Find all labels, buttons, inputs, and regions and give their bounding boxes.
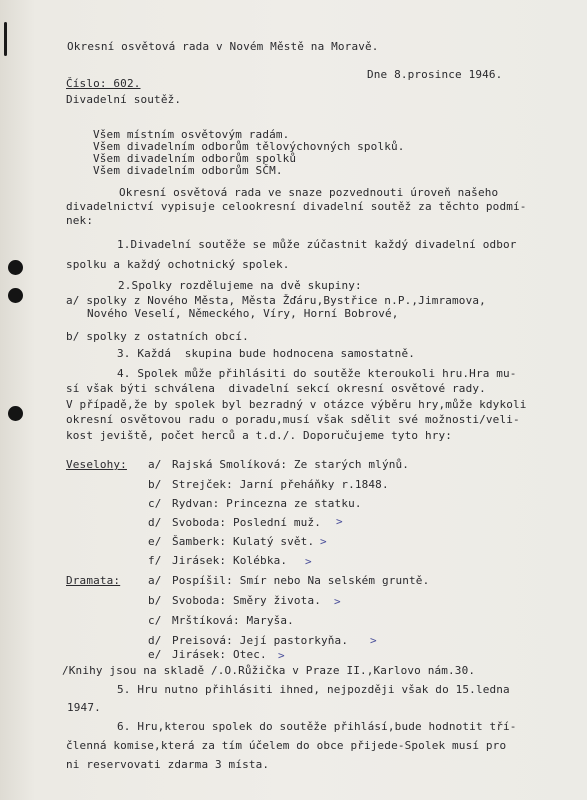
document-date: Dne 8.prosince 1946.: [367, 68, 503, 81]
document-subject: Divadelní soutěž.: [66, 93, 182, 106]
punch-hole-icon: [8, 288, 23, 303]
drama-letter: c/: [148, 614, 162, 627]
point-4-line: okresní osvětovou radu o poradu,musí však sdělit své možnosti/veli-: [66, 413, 520, 426]
drama-title: Jirásek: Otec.: [172, 648, 267, 661]
drama-title: Svoboda: Směry života.: [172, 594, 321, 607]
intro-line: nek:: [66, 214, 94, 227]
dramas-label: Dramata:: [66, 574, 121, 587]
check-mark-icon: >: [370, 634, 377, 647]
drama-title: Preisová: Její pastorkyňa.: [172, 634, 349, 647]
punch-hole-icon: [8, 260, 23, 275]
recipient-line: Všem divadelním odborům tělovýchovných spolků.: [93, 140, 405, 153]
point-3-line: 3. Každá skupina bude hodnocena samostatně.: [117, 347, 415, 360]
comedy-title: Strejček: Jarní přeháňky r.1848.: [172, 478, 389, 491]
intro-line: Okresní osvětová rada ve snaze pozvednouti úroveň našeho: [119, 186, 499, 199]
reference-number: Číslo: 602.: [66, 77, 141, 90]
comedy-letter: d/: [148, 516, 162, 529]
recipient-line: Všem divadelním odborům spolků: [93, 152, 297, 165]
check-mark-icon: >: [278, 649, 285, 662]
check-mark-icon: >: [305, 555, 312, 568]
point-4-line: sí však býti schválena divadelní sekcí okresní osvětové rady.: [66, 382, 486, 395]
recipient-line: Všem divadelním odborům SČM.: [93, 164, 283, 177]
point-2-title: 2.Spolky rozdělujeme na dvě skupiny:: [118, 279, 362, 292]
drama-letter: e/: [148, 648, 162, 661]
comedy-letter: e/: [148, 535, 162, 548]
point-1-line: 1.Divadelní soutěže se může zúčastnit každý divadelní odbor: [117, 238, 517, 251]
point-4-line: kost jeviště, počet herců a t.d./. Doporučujeme tyto hry:: [66, 429, 453, 442]
drama-letter: b/: [148, 594, 162, 607]
group-b-line: b/ spolky z ostatních obcí.: [66, 330, 249, 343]
point-5-line: 5. Hru nutno přihlásiti ihned, nejpozději však do 15.ledna: [117, 683, 510, 696]
comedy-letter: c/: [148, 497, 162, 510]
point-6-line: členná komise,která za tím účelem do obce přijede-Spolek musí pro: [66, 739, 507, 752]
comedy-letter: a/: [148, 458, 162, 471]
punch-hole-icon: [8, 406, 23, 421]
point-6-line: 6. Hru,kterou spolek do soutěže přihlásí,bude hodnotit tří-: [117, 720, 517, 733]
comedy-letter: b/: [148, 478, 162, 491]
drama-letter: a/: [148, 574, 162, 587]
comedy-title: Svoboda: Poslední muž.: [172, 516, 321, 529]
books-note: /Knihy jsou na skladě /.O.Růžička v Praze II.,Karlovo nám.30.: [62, 664, 476, 677]
drama-title: Mrštíková: Maryša.: [172, 614, 294, 627]
pencil-mark: [4, 22, 7, 56]
comedy-letter: f/: [148, 554, 162, 567]
group-a-line: Nového Veselí, Německého, Víry, Horní Bobrové,: [87, 307, 399, 320]
group-a-line: a/ spolky z Nového Města, Města Žďáru,Bystřice n.P.,Jimramova,: [66, 294, 486, 307]
organization-heading: Okresní osvětová rada v Novém Městě na Moravě.: [67, 40, 379, 53]
comedy-title: Šamberk: Kulatý svět.: [172, 535, 315, 548]
comedy-title: Rydvan: Princezna ze statku.: [172, 497, 362, 510]
comedy-title: Jirásek: Kolébka.: [172, 554, 288, 567]
intro-line: divadelnictví vypisuje celookresní divadelní soutěž za těchto podmí-: [66, 200, 527, 213]
check-mark-icon: >: [336, 515, 343, 528]
point-5-line: 1947.: [67, 701, 101, 714]
point-6-line: ni reservovati zdarma 3 místa.: [66, 758, 270, 771]
recipient-line: Všem místním osvětovým radám.: [93, 128, 290, 141]
point-1-line: spolku a každý ochotnický spolek.: [66, 258, 290, 271]
comedy-title: Rajská Smolíková: Ze starých mlýnů.: [172, 458, 410, 471]
point-4-line: 4. Spolek může přihlásiti do soutěže kteroukoli hru.Hra mu-: [117, 367, 517, 380]
comedies-label: Veselohy:: [66, 458, 127, 471]
drama-title: Pospíšil: Smír nebo Na selském gruntě.: [172, 574, 430, 587]
check-mark-icon: >: [320, 535, 327, 548]
check-mark-icon: >: [334, 595, 341, 608]
point-4-line: V případě,že by spolek byl bezradný v otázce výběru hry,může kdykoli: [66, 398, 527, 411]
drama-letter: d/: [148, 634, 162, 647]
